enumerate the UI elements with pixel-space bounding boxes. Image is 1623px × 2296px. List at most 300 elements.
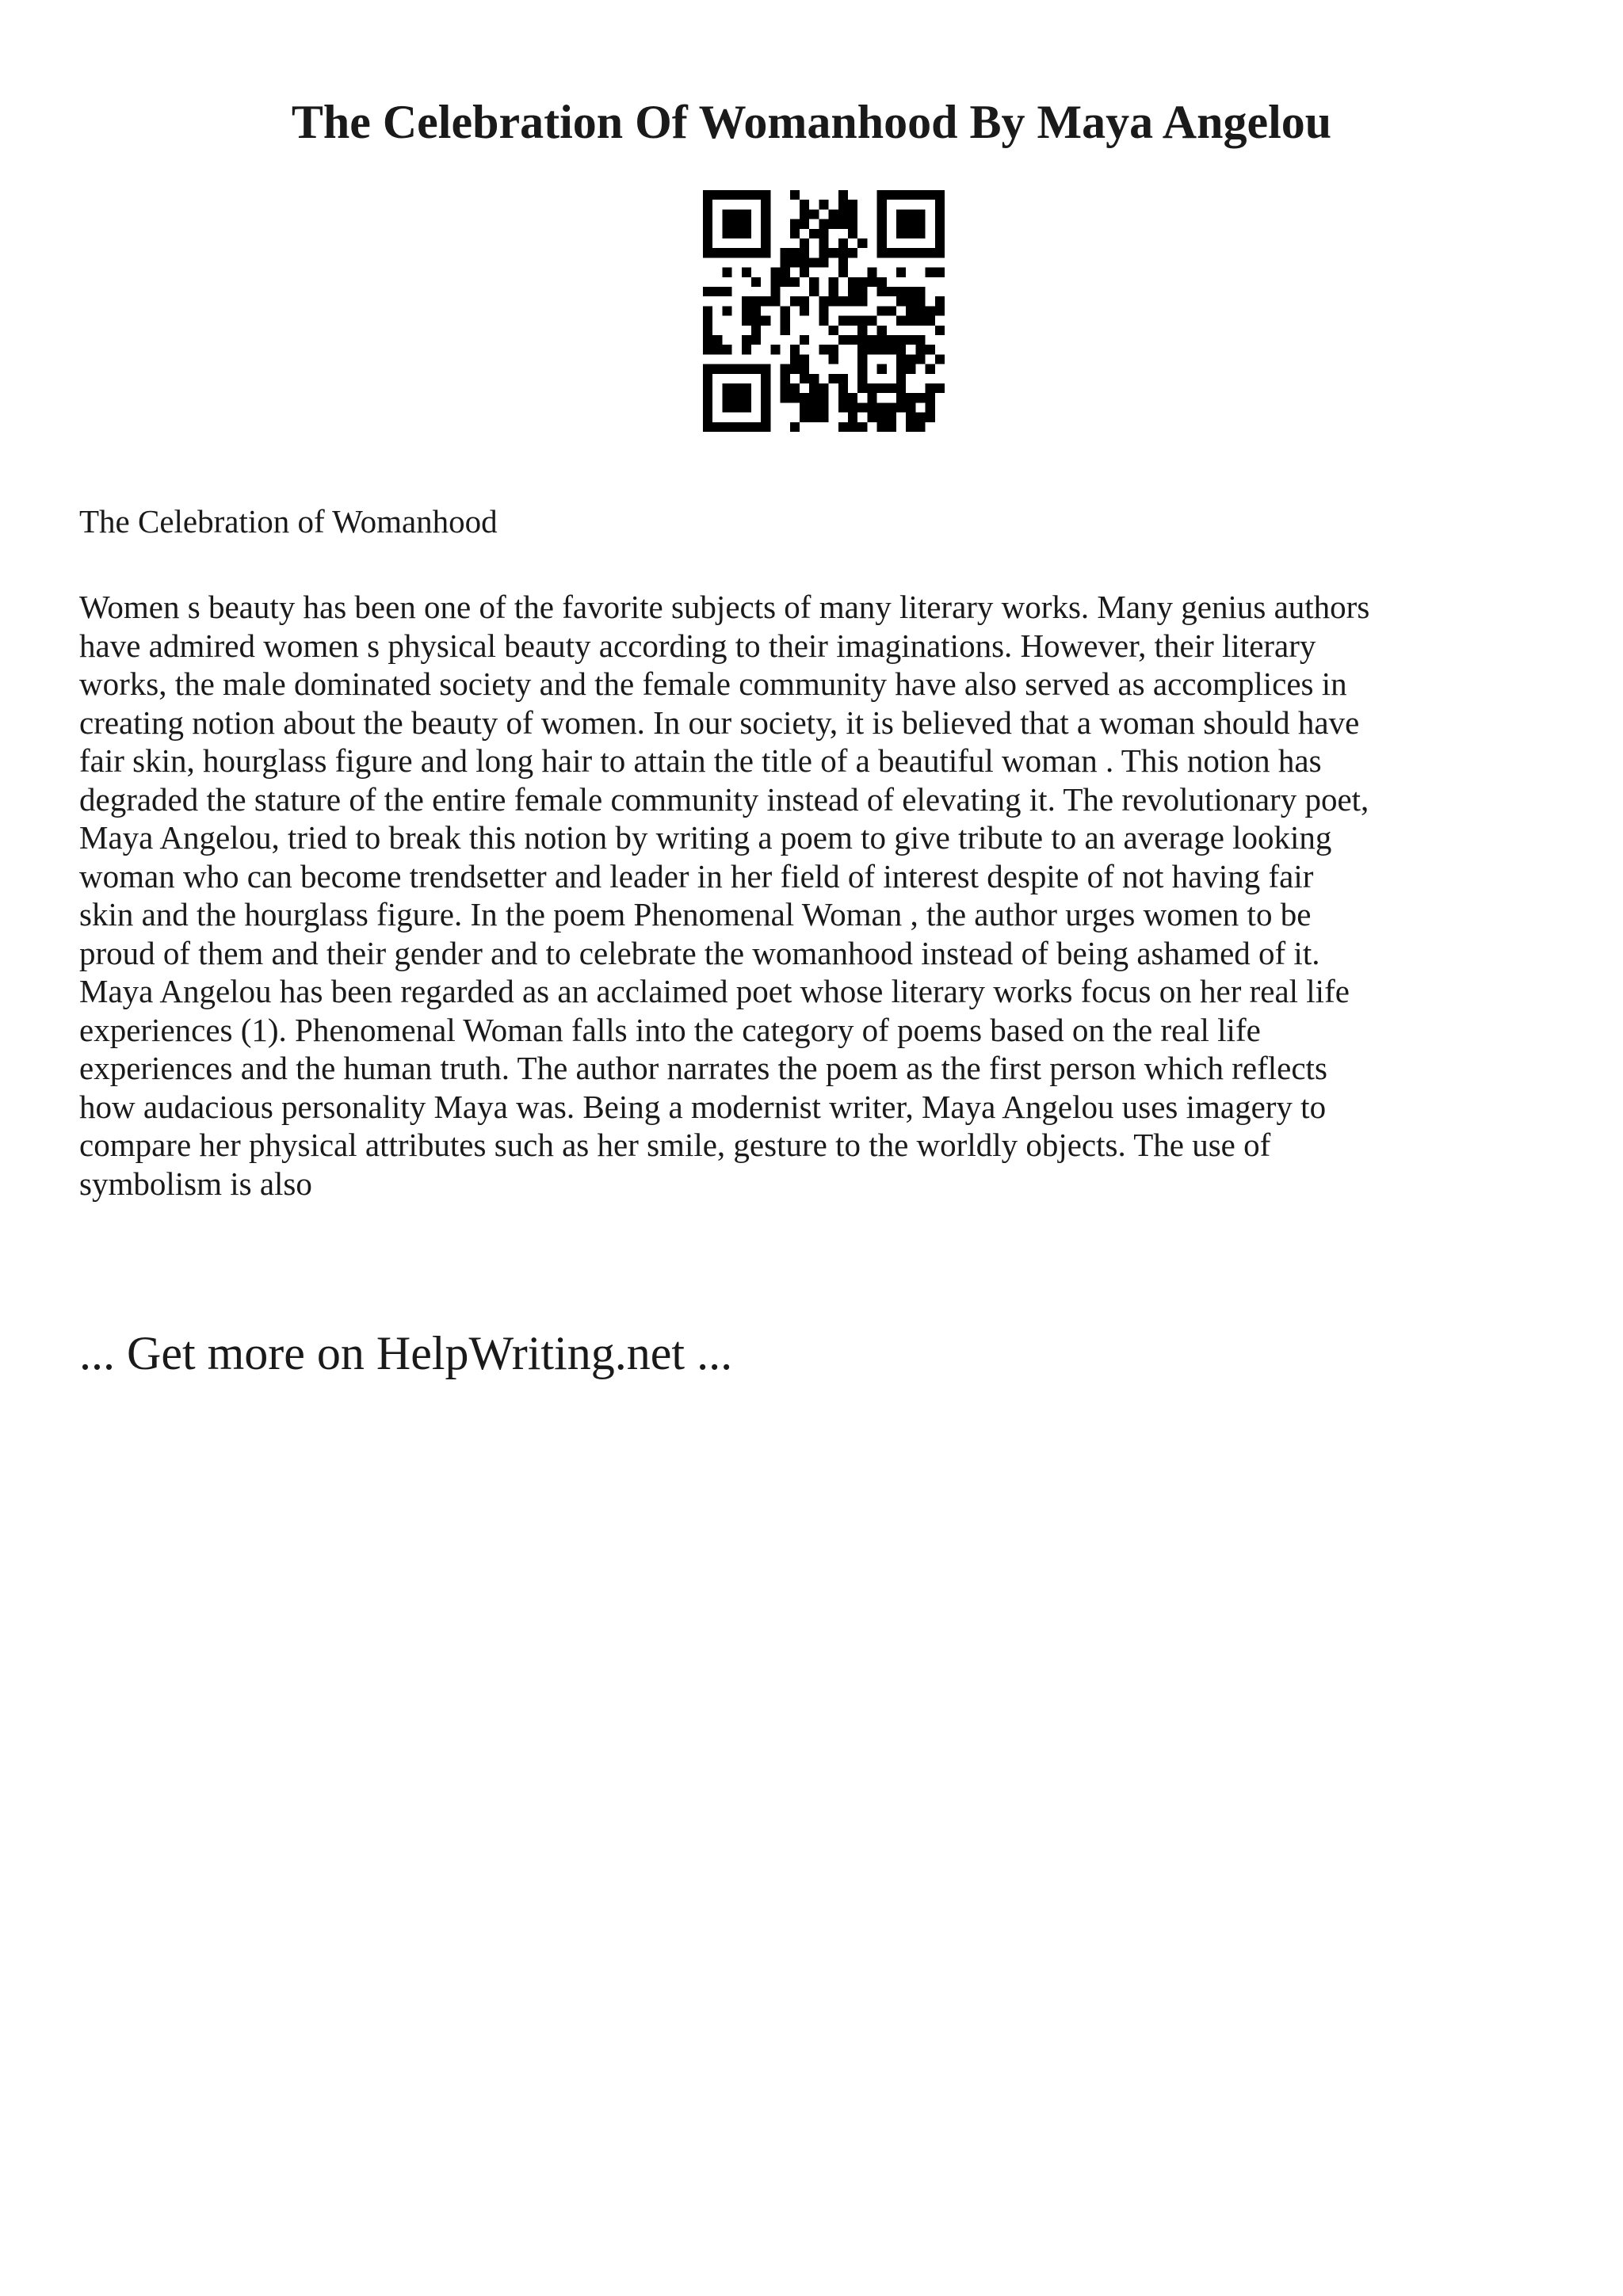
- qr-module: [819, 219, 828, 229]
- qr-module: [722, 393, 731, 402]
- qr-module: [935, 209, 945, 219]
- qr-module: [800, 219, 809, 229]
- qr-module: [926, 383, 935, 393]
- qr-module: [867, 277, 876, 287]
- qr-module: [926, 345, 935, 354]
- qr-module: [867, 402, 876, 412]
- qr-module: [809, 287, 819, 296]
- qr-module: [877, 277, 887, 287]
- qr-module: [896, 374, 906, 383]
- qr-module: [877, 364, 887, 374]
- qr-module: [703, 200, 712, 209]
- qr-module: [781, 374, 790, 383]
- qr-module: [877, 383, 887, 393]
- qr-module: [829, 277, 838, 287]
- qr-module: [877, 345, 887, 354]
- qr-module: [877, 209, 887, 219]
- qr-module: [703, 383, 712, 393]
- body-line: how audacious personality Maya was. Being a modernist writer, Maya Angelou uses imagery to: [79, 1088, 1327, 1125]
- qr-module: [877, 306, 887, 315]
- qr-module: [838, 268, 848, 277]
- qr-module: [722, 364, 731, 374]
- qr-module: [915, 354, 925, 364]
- qr-module: [712, 345, 722, 354]
- qr-module: [781, 316, 790, 326]
- qr-module: [809, 209, 819, 219]
- qr-module: [703, 374, 712, 383]
- qr-module: [906, 248, 915, 257]
- qr-module: [857, 383, 867, 393]
- qr-module: [877, 190, 887, 200]
- qr-module: [857, 402, 867, 412]
- qr-module: [761, 190, 770, 200]
- qr-module: [935, 229, 945, 238]
- qr-module: [809, 229, 819, 238]
- qr-module: [935, 354, 945, 364]
- qr-module: [935, 200, 945, 209]
- qr-module: [712, 248, 722, 257]
- qr-module: [848, 422, 857, 432]
- qr-module: [732, 219, 742, 229]
- qr-module: [732, 190, 742, 200]
- qr-module: [896, 335, 906, 345]
- qr-module: [829, 374, 838, 383]
- qr-module: [751, 316, 761, 326]
- qr-module: [742, 296, 751, 306]
- qr-module: [781, 383, 790, 393]
- qr-module: [742, 345, 751, 354]
- qr-module: [781, 306, 790, 315]
- qr-module: [751, 335, 761, 345]
- qr-module: [848, 413, 857, 422]
- qr-module: [761, 238, 770, 248]
- qr-module: [935, 268, 945, 277]
- qr-module: [742, 306, 751, 315]
- qr-module: [809, 257, 819, 267]
- qr-module: [857, 277, 867, 287]
- qr-module: [790, 422, 800, 432]
- qr-module: [722, 248, 731, 257]
- qr-module: [857, 345, 867, 354]
- qr-module: [926, 306, 935, 315]
- qr-module: [732, 393, 742, 402]
- qr-module: [857, 326, 867, 335]
- qr-module: [848, 200, 857, 209]
- qr-module: [722, 422, 731, 432]
- qr-module: [838, 257, 848, 267]
- body-line: works, the male dominated society and the female community have also served as accomplices in: [79, 666, 1347, 702]
- qr-module: [761, 248, 770, 257]
- qr-module: [935, 190, 945, 200]
- qr-module: [819, 296, 828, 306]
- qr-module: [867, 268, 876, 277]
- body-line: fair skin, hourglass figure and long hair to attain the title of a beautiful woman . This notion has: [79, 742, 1322, 779]
- qr-module: [848, 402, 857, 412]
- qr-module: [829, 219, 838, 229]
- qr-module: [781, 393, 790, 402]
- qr-module: [761, 296, 770, 306]
- qr-module: [838, 248, 848, 257]
- qr-module: [906, 209, 915, 219]
- qr-module: [712, 335, 722, 345]
- body-line: symbolism is also: [79, 1165, 312, 1202]
- qr-module: [703, 393, 712, 402]
- qr-module: [800, 306, 809, 315]
- qr-module: [703, 345, 712, 354]
- qr-module: [915, 190, 925, 200]
- qr-module: [722, 190, 731, 200]
- qr-module: [838, 335, 848, 345]
- qr-module: [742, 422, 751, 432]
- qr-module: [809, 277, 819, 287]
- qr-module: [722, 345, 731, 354]
- document-title: The Celebration Of Womanhood By Maya Angelou: [291, 96, 1332, 148]
- qr-module: [887, 383, 896, 393]
- qr-module: [857, 422, 867, 432]
- body-line: skin and the hourglass figure. In the poem Phenomenal Woman , the author urges women to be: [79, 896, 1312, 933]
- qr-module: [926, 402, 935, 412]
- qr-module: [819, 316, 828, 326]
- qr-module: [896, 364, 906, 374]
- qr-module: [800, 393, 809, 402]
- qr-module: [819, 402, 828, 412]
- qr-module: [887, 413, 896, 422]
- qr-module: [867, 345, 876, 354]
- qr-module: [703, 413, 712, 422]
- qr-module: [742, 190, 751, 200]
- qr-module: [809, 402, 819, 412]
- qr-module: [703, 209, 712, 219]
- qr-module: [819, 306, 828, 315]
- qr-module: [761, 393, 770, 402]
- qr-module: [819, 345, 828, 354]
- qr-module: [800, 402, 809, 412]
- qr-module: [732, 383, 742, 393]
- qr-module: [761, 374, 770, 383]
- qr-module: [926, 248, 935, 257]
- qr-module: [800, 238, 809, 248]
- qr-module: [857, 296, 867, 306]
- qr-module: [761, 316, 770, 326]
- qr-module: [703, 422, 712, 432]
- qr-module: [906, 354, 915, 364]
- qr-module: [877, 335, 887, 345]
- qr-module: [887, 306, 896, 315]
- qr-module: [761, 364, 770, 374]
- qr-module: [819, 393, 828, 402]
- qr-module: [887, 190, 896, 200]
- qr-module: [838, 316, 848, 326]
- qr-module: [703, 248, 712, 257]
- body-line: Women s beauty has been one of the favorite subjects of many literary works. Many genius authors: [79, 589, 1370, 625]
- qr-module: [848, 287, 857, 296]
- qr-module: [742, 364, 751, 374]
- qr-module: [751, 248, 761, 257]
- qr-module: [906, 364, 915, 374]
- qr-module: [906, 219, 915, 229]
- qr-module: [770, 345, 780, 354]
- qr-module: [915, 209, 925, 219]
- qr-module: [915, 296, 925, 306]
- qr-module: [935, 219, 945, 229]
- qr-module: [742, 248, 751, 257]
- qr-module: [742, 268, 751, 277]
- qr-module: [809, 383, 819, 393]
- qr-module: [819, 238, 828, 248]
- qr-module: [712, 287, 722, 296]
- qr-module: [915, 316, 925, 326]
- qr-module: [751, 306, 761, 315]
- qr-module: [915, 393, 925, 402]
- qr-module: [896, 402, 906, 412]
- qr-module: [906, 413, 915, 422]
- qr-module: [848, 209, 857, 219]
- qr-module: [915, 335, 925, 345]
- qr-module: [848, 335, 857, 345]
- qr-module: [915, 248, 925, 257]
- qr-module: [703, 316, 712, 326]
- qr-module: [761, 402, 770, 412]
- qr-module: [906, 306, 915, 315]
- qr-module: [781, 248, 790, 257]
- qr-module: [915, 306, 925, 315]
- qr-module: [896, 393, 906, 402]
- qr-module: [761, 229, 770, 238]
- qr-module: [712, 364, 722, 374]
- qr-module: [770, 287, 780, 296]
- qr-module: [848, 316, 857, 326]
- qr-module: [926, 413, 935, 422]
- qr-module: [829, 345, 838, 354]
- qr-module: [790, 364, 800, 374]
- qr-module: [896, 383, 906, 393]
- qr-module: [838, 238, 848, 248]
- qr-module: [896, 316, 906, 326]
- qr-module: [926, 364, 935, 374]
- qr-module: [887, 248, 896, 257]
- qr-module: [887, 335, 896, 345]
- qr-module: [857, 364, 867, 374]
- qr-module: [790, 345, 800, 354]
- qr-module: [790, 248, 800, 257]
- qr-module: [867, 316, 876, 326]
- qr-module: [800, 364, 809, 374]
- qr-module: [877, 287, 887, 296]
- qr-module: [790, 296, 800, 306]
- qr-module: [800, 209, 809, 219]
- qr-module: [722, 306, 731, 315]
- qr-module: [732, 209, 742, 219]
- qr-module: [819, 200, 828, 209]
- qr-module: [790, 257, 800, 267]
- qr-module: [877, 413, 887, 422]
- qr-module: [761, 422, 770, 432]
- essay-body: [79, 588, 1569, 1203]
- qr-module: [867, 383, 876, 393]
- qr-module: [761, 383, 770, 393]
- qr-module: [751, 296, 761, 306]
- qr-module: [790, 393, 800, 402]
- qr-module: [742, 335, 751, 345]
- qr-module: [915, 413, 925, 422]
- qr-module: [770, 296, 780, 306]
- qr-code-icon: [703, 190, 945, 432]
- get-more-link[interactable]: ... Get more on HelpWriting.net ...: [79, 1327, 733, 1379]
- qr-module: [722, 402, 731, 412]
- qr-module: [732, 364, 742, 374]
- qr-module: [896, 354, 906, 364]
- qr-module: [809, 413, 819, 422]
- qr-module: [712, 190, 722, 200]
- qr-module: [751, 190, 761, 200]
- qr-module: [915, 229, 925, 238]
- body-line: have admired women s physical beauty according to their imaginations. However, their literary: [79, 627, 1316, 664]
- qr-module: [790, 277, 800, 287]
- qr-module: [722, 219, 731, 229]
- qr-module: [906, 422, 915, 432]
- qr-module: [906, 190, 915, 200]
- qr-module: [877, 402, 887, 412]
- qr-module: [742, 209, 751, 219]
- qr-module: [838, 374, 848, 383]
- qr-module: [857, 374, 867, 383]
- body-line: proud of them and their gender and to celebrate the womanhood instead of being ashamed of it.: [79, 934, 1320, 971]
- qr-module: [829, 296, 838, 306]
- qr-module: [877, 200, 887, 209]
- qr-module: [829, 287, 838, 296]
- qr-module: [838, 190, 848, 200]
- qr-module: [906, 229, 915, 238]
- qr-module: [877, 238, 887, 248]
- qr-module: [800, 374, 809, 383]
- qr-module: [896, 296, 906, 306]
- qr-module: [896, 268, 906, 277]
- qr-module: [800, 248, 809, 257]
- qr-module: [829, 248, 838, 257]
- qr-module: [838, 393, 848, 402]
- qr-module: [800, 268, 809, 277]
- qr-module: [781, 277, 790, 287]
- qr-module: [848, 229, 857, 238]
- qr-module: [751, 277, 761, 287]
- qr-module: [819, 257, 828, 267]
- qr-module: [781, 268, 790, 277]
- qr-module: [790, 190, 800, 200]
- qr-module: [800, 257, 809, 267]
- qr-module: [838, 200, 848, 209]
- qr-module: [800, 296, 809, 306]
- qr-module: [915, 287, 925, 296]
- qr-module: [857, 287, 867, 296]
- qr-module: [751, 326, 761, 335]
- qr-module: [829, 326, 838, 335]
- qr-module: [781, 364, 790, 374]
- qr-module: [781, 326, 790, 335]
- qr-module: [935, 326, 945, 335]
- qr-module: [770, 268, 780, 277]
- qr-module: [887, 345, 896, 354]
- essay-subtitle: The Celebration of Womanhood: [79, 503, 498, 540]
- qr-module: [926, 393, 935, 402]
- qr-module: [712, 422, 722, 432]
- qr-module: [781, 257, 790, 267]
- qr-module: [703, 238, 712, 248]
- qr-module: [906, 287, 915, 296]
- qr-module: [906, 393, 915, 402]
- qr-module: [722, 383, 731, 393]
- qr-module: [829, 354, 838, 364]
- qr-module: [751, 422, 761, 432]
- qr-module: [877, 219, 887, 229]
- qr-module: [703, 219, 712, 229]
- qr-module: [848, 296, 857, 306]
- qr-module: [935, 296, 945, 306]
- qr-module: [926, 190, 935, 200]
- qr-module: [906, 296, 915, 306]
- qr-module: [722, 268, 731, 277]
- qr-module: [838, 383, 848, 393]
- qr-module: [732, 402, 742, 412]
- qr-module: [935, 306, 945, 315]
- qr-module: [742, 219, 751, 229]
- qr-module: [896, 219, 906, 229]
- qr-module: [819, 413, 828, 422]
- qr-module: [703, 229, 712, 238]
- qr-module: [935, 383, 945, 393]
- qr-module: [877, 326, 887, 335]
- qr-module: [896, 190, 906, 200]
- qr-module: [896, 287, 906, 296]
- qr-module: [703, 306, 712, 315]
- qr-module: [857, 316, 867, 326]
- qr-module: [770, 277, 780, 287]
- qr-module: [857, 238, 867, 248]
- body-line: Maya Angelou has been regarded as an acclaimed poet whose literary works focus on her real life: [79, 973, 1350, 1009]
- qr-module: [896, 345, 906, 354]
- qr-module: [742, 229, 751, 238]
- qr-module: [915, 345, 925, 354]
- qr-module: [761, 200, 770, 209]
- qr-module: [819, 383, 828, 393]
- qr-module: [742, 402, 751, 412]
- qr-module: [761, 209, 770, 219]
- qr-module: [703, 190, 712, 200]
- qr-module: [848, 277, 857, 287]
- qr-module: [915, 422, 925, 432]
- qr-module: [819, 229, 828, 238]
- qr-module: [926, 268, 935, 277]
- qr-module: [906, 402, 915, 412]
- qr-module: [867, 413, 876, 422]
- qr-module: [887, 287, 896, 296]
- qr-module: [838, 296, 848, 306]
- qr-module: [896, 229, 906, 238]
- qr-module: [887, 402, 896, 412]
- qr-module: [867, 335, 876, 345]
- qr-module: [790, 354, 800, 364]
- qr-module: [800, 335, 809, 345]
- qr-module: [857, 335, 867, 345]
- qr-module: [809, 374, 819, 383]
- qr-module: [800, 354, 809, 364]
- body-line: compare her physical attributes such as her smile, gesture to the worldly objects. The use of: [79, 1127, 1271, 1163]
- qr-module: [742, 393, 751, 402]
- qr-module: [857, 354, 867, 364]
- qr-module: [790, 229, 800, 238]
- qr-module: [848, 248, 857, 257]
- qr-module: [887, 422, 896, 432]
- qr-module: [896, 248, 906, 257]
